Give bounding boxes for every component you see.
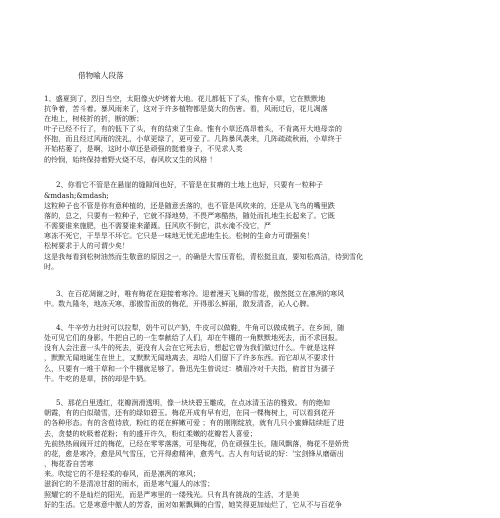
- text-line: 开始枯萎了，是啊，这时小草还是顽强的挺着身子，不见求人类: [44, 144, 243, 153]
- text-line: 处可见它们的身影。牛把自己的一生奉献给了人们，却在牛棚的一角默默地死去，而不求回报。: [44, 333, 342, 342]
- text-line: 落的，总之，只要有一粒种子，它就不择地势，不畏严寒酷热，随处而扎地生长起来了。它既: [44, 211, 335, 220]
- text-line: 这是我每看到松树油然而生敬意的原因之一，的确是大雪压青松，青松挺且直，要知松高洁，待到雪化: [44, 252, 364, 261]
- text-line: 没有人会注意一头牛的死去，更没有人会在它死去后，想起它曾为我们做过什么。牛就是这样: [44, 343, 335, 352]
- text-line: 时。: [44, 262, 59, 271]
- text-line: 不需要谁来施肥，也不需要谁来灌溉。狂风吹不倒它，洪水淹不没它，严: [44, 221, 271, 230]
- text-line: 4、牛辛劳力壮时可以拉犁，奶牛可以产奶，牛皮可以做鞋，牛角可以做成梳子。在乡间，随: [56, 323, 345, 332]
- text-line: 松树要求于人的可谓少矣！: [44, 241, 130, 250]
- text-line: ，默默无闻地诞生在世上，又默默无闻地离去，却给人们留下了许多东西。而它却从不要求什: [44, 353, 335, 362]
- text-line: 牛。牛吃的是草，挤的却是牛奶。: [44, 374, 151, 383]
- text-line: 怀抱，而且经过风雨的洗礼，小草更绿了，更可爱了。几阵暴风袭来，几阵疏疏秋雨，小草终于: [44, 134, 342, 143]
- text-line: 的各种形态。有的含苞待放，粉红的花在鲜嫩可爱 ；有的刚刚绽放，就有几只小蜜蜂陆续赶了进: [44, 418, 345, 427]
- text-line: 叶子已经不行了，有的低下了头，有的结束了生命。惟有小草还高昂着头，不肯离开大地母亲的: [44, 124, 342, 133]
- text-line: 滋润它的不是清凉甘甜的雨水，而是寒气逼人的冰雪；: [44, 479, 215, 488]
- text-line: 先前热热闹闹开过的梅花，已经在零零落落，可是梅花，仍在顽强生长，随风飘落，梅花不是娇贵: [44, 439, 350, 448]
- text-line: 3、在百花凋谢之时，唯有梅花在迎接着寒冷。迎着漫天飞舞的雪花，傲然挺立在凛冽的寒风: [56, 289, 345, 298]
- text-line: 去，贪婪的吮吸着花粉；有的盛开许久，粉红柔嫩的花瓣若人喜爱；: [44, 429, 257, 438]
- text-line: 照耀它的不是灿烂的阳光，而是严寒里的一缕残光。只有具有挑战的生活，才是美: [44, 490, 300, 499]
- document-title: 借物喻人段落: [78, 71, 124, 80]
- text-line: 的怜悯，始终保持着野火烧不尽，春风吹又生的风格 ！: [44, 155, 217, 164]
- text-line: 的花，愈是寒冷，愈是风气雪压，它开得愈精神，愈秀气。古人有句话说的好：'宝剑锋从磨砺出: [44, 449, 344, 458]
- text-line: 朝霞，有的白似瑞雪，还有的绿如碧玉。梅花开成有早有迟，在同一棵梅树上，可以看到花开: [44, 408, 335, 417]
- text-line: &mdash;&mdash;: [44, 191, 109, 200]
- text-line: 5、那花白里透红，花瓣润滑透明，像一块块碧玉雕成，在点冰清玉洁的雅致。有的绝如: [56, 398, 331, 407]
- text-line: ，梅花香自苦寒: [44, 459, 94, 468]
- text-line: 这粒种子也不管是你有意种植的，还是随意丢落的，也不管是风吹来的，还是从飞鸟的嘴里跌: [44, 201, 335, 210]
- text-line: 在地上，树枝折的折，断的断；: [44, 114, 144, 123]
- text-line: 寒冻不死它，干旱旱不坏它。它只是一味地无忧无虑地生长。松树的生命力可谓强矣！: [44, 231, 314, 240]
- text-line: 2、你看它不管是在悬崖的缝隙间也好，不管是在贫瘠的土地上也好，只要有一粒种子: [56, 180, 323, 189]
- text-line: 抗争着，苦斗着。暴风雨来了，这对于许多植物都是莫大的伤害。看，风雨过后，花儿凋落: [44, 104, 328, 113]
- text-line: 好的生活。它是寒意中傲人的芳香，面对如絮飘舞的白雪，她笑得更加灿烂了，它从不与百花争: [44, 500, 342, 509]
- text-line: 么，只要有一堆干草和一个牛棚就足够了。鲁迅先生曾说过：横眉冷对千夫指，俯首甘为孺子: [44, 364, 335, 373]
- text-line: 来。吹绽它的不是轻柔的春风，而是凛冽的寒风；: [44, 469, 201, 478]
- text-line: 中。数九隆冬，地冻天寒，那傲雪而放的梅花，开得那么鲜丽，散发清香，沁人心脾。: [44, 299, 314, 308]
- text-line: 1、盛夏到了，烈日当空，太阳像火炉烤着大地。花儿都低下了头，惟有小草，它在默默地: [44, 94, 326, 103]
